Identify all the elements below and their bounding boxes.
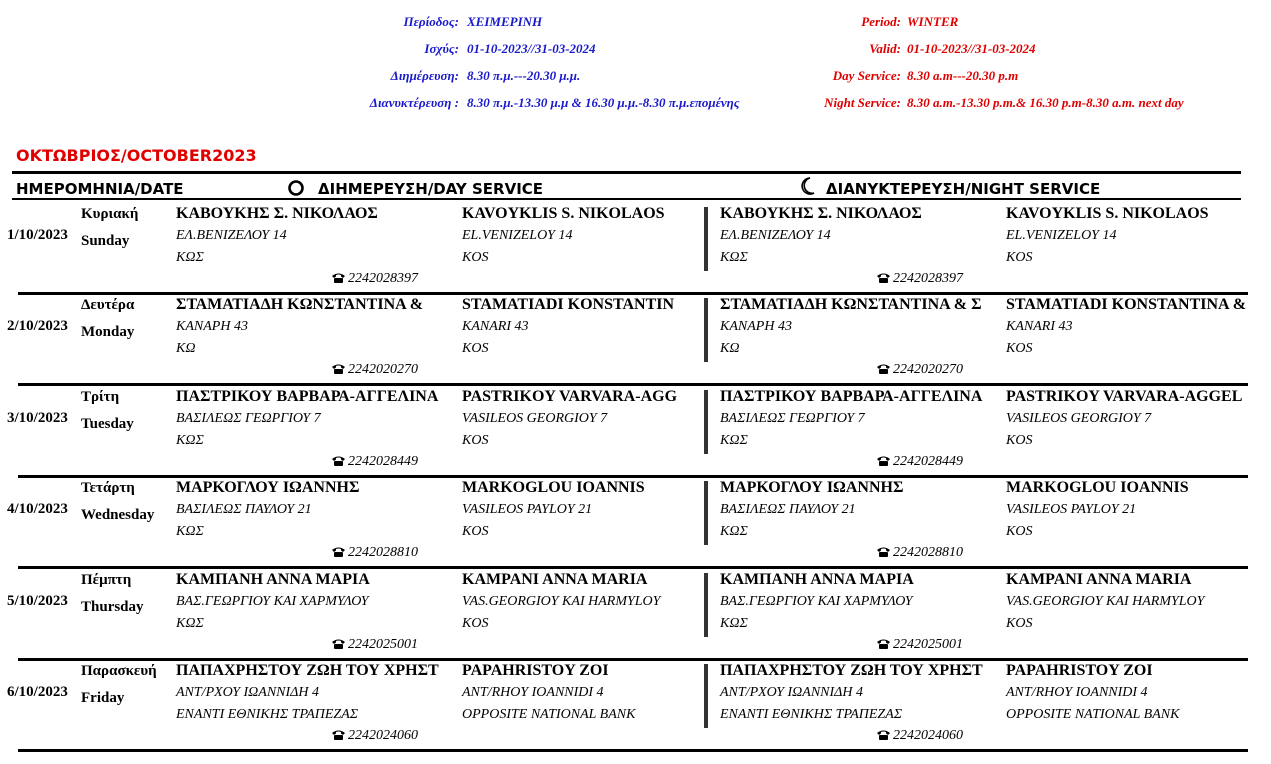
day-pharmacy-phone[interactable] — [331, 545, 418, 561]
day-pharmacy-address-gr: ΑΝΤ/ΡΧΟΥ ΙΩΑΝΝΙΔΗ 4 — [176, 685, 319, 700]
table-row — [0, 479, 1271, 570]
day-pharmacy-address-en: VAS.GEORGIOY KAI HARMYLOY — [462, 594, 661, 609]
day-pharmacy-city-en: OPPOSITE NATIONAL BANK — [462, 707, 636, 722]
night-pharmacy-city-en: OPPOSITE NATIONAL BANK — [1006, 707, 1180, 722]
weekday-english: Monday — [81, 324, 135, 340]
telephone-icon — [876, 638, 891, 649]
row-divider — [18, 383, 1248, 386]
weekday-greek: Τρίτη — [81, 389, 120, 405]
weekday-greek: Παρασκευή — [81, 663, 157, 679]
night-pharmacy-phone[interactable] — [876, 454, 963, 470]
day-pharmacy-phone-number: 2242025001 — [348, 637, 418, 652]
night-pharmacy-city-gr: ΕΝΑΝΤΙ ΕΘΝΙΚΗΣ ΤΡΑΠΕΖΑΣ — [720, 707, 903, 722]
day-pharmacy-name-en: KAVOYKLIS S. NIKOLAOS — [462, 205, 665, 222]
night-column-divider — [704, 664, 708, 728]
day-pharmacy-city-gr: ΚΩΣ — [176, 433, 204, 448]
valid-value-en: 01-10-2023//31-03-2024 — [907, 41, 1036, 56]
day-pharmacy-phone-number: 2242028449 — [348, 454, 418, 469]
telephone-icon — [331, 546, 346, 557]
valid-label-en: Valid: — [869, 41, 901, 56]
night-pharmacy-name-gr: ΣΤΑΜΑΤΙΑΔΗ ΚΩΝΣΤΑΝΤΙΝΑ & Σ — [720, 296, 982, 313]
day-pharmacy-address-en: VASILEOS PAYLOY 21 — [462, 502, 593, 517]
telephone-icon — [331, 363, 346, 374]
day-pharmacy-phone[interactable] — [331, 728, 418, 744]
row-divider — [18, 292, 1248, 295]
day-pharmacy-name-gr: ΠΑΣΤΡΙΚΟΥ ΒΑΡΒΑΡΑ-ΑΓΓΕΛΙΝΑ — [176, 388, 439, 405]
day-service-label-en: Day Service: — [832, 68, 901, 83]
night-pharmacy-phone-number: 2242024060 — [893, 728, 963, 743]
night-pharmacy-phone-number: 2242028397 — [893, 271, 963, 286]
night-service-value-gr: 8.30 π.μ.-13.30 μ.μ & 16.30 μ.μ.-8.30 π.μ.επομένης — [467, 95, 740, 110]
telephone-icon — [876, 729, 891, 740]
day-pharmacy-address-gr: ΒΑΣ.ΓΕΩΡΓΙΟΥ ΚΑΙ ΧΑΡΜΥΛΟΥ — [176, 594, 369, 609]
weekday-greek: Κυριακή — [81, 206, 139, 222]
night-pharmacy-name-gr: ΜΑΡΚΟΓΛΟΥ ΙΩΑΝΝΗΣ — [720, 479, 904, 496]
night-pharmacy-name-gr: ΚΑΜΠΑΝΗ ΑΝΝΑ ΜΑΡΙΑ — [720, 571, 914, 588]
day-pharmacy-name-en: KAMPANI ANNA MARIA — [462, 571, 648, 588]
month-title: ΟΚΤΩΒΡΙΟΣ/OCTOBER2023 — [16, 146, 257, 165]
night-pharmacy-phone[interactable] — [876, 637, 963, 653]
day-pharmacy-city-en: KOS — [462, 433, 489, 448]
night-pharmacy-name-gr: ΠΑΠΑΧΡΗΣΤΟΥ ΖΩΗ ΤΟΥ ΧΡΗΣΤ — [720, 662, 983, 679]
night-pharmacy-address-en: VASILEOS GEORGIOY 7 — [1006, 411, 1152, 426]
night-service-label-en: Night Service: — [824, 95, 901, 110]
period-value-gr: ΧΕΙΜΕΡΙΝΗ — [467, 14, 543, 29]
day-pharmacy-city-gr: ΚΩΣ — [176, 250, 204, 265]
night-pharmacy-name-gr: ΚΑΒΟΥΚΗΣ Σ. ΝΙΚΟΛΑΟΣ — [720, 205, 922, 222]
column-header-day-service: ΔΙΗΜΕΡΕΥΣΗ/DAY SERVICE — [318, 180, 544, 198]
column-header-rule — [12, 198, 1241, 200]
day-pharmacy-address-en: KANARI 43 — [462, 319, 529, 334]
day-pharmacy-phone[interactable] — [331, 362, 418, 378]
day-pharmacy-city-en: KOS — [462, 616, 489, 631]
night-pharmacy-name-gr: ΠΑΣΤΡΙΚΟΥ ΒΑΡΒΑΡΑ-ΑΓΓΕΛΙΝΑ — [720, 388, 983, 405]
night-pharmacy-city-en: KOS — [1006, 524, 1033, 539]
date-cell: 1/10/2023 — [7, 227, 68, 243]
day-pharmacy-address-en: ANT/RHOY IOANNIDI 4 — [462, 685, 604, 700]
day-pharmacy-phone-number: 2242024060 — [348, 728, 418, 743]
day-pharmacy-phone-number: 2242028397 — [348, 271, 418, 286]
day-service-label-gr: Διημέρευση: — [390, 68, 459, 83]
night-pharmacy-city-en: KOS — [1006, 433, 1033, 448]
night-pharmacy-address-en: VAS.GEORGIOY KAI HARMYLOY — [1006, 594, 1205, 609]
day-pharmacy-name-en: STAMATIADI KONSTANTIN — [462, 296, 675, 313]
day-pharmacy-phone[interactable] — [331, 271, 418, 287]
day-pharmacy-city-gr: ΕΝΑΝΤΙ ΕΘΝΙΚΗΣ ΤΡΑΠΕΖΑΣ — [176, 707, 359, 722]
day-pharmacy-phone[interactable] — [331, 454, 418, 470]
day-pharmacy-name-gr: ΠΑΠΑΧΡΗΣΤΟΥ ΖΩΗ ΤΟΥ ΧΡΗΣΤ — [176, 662, 439, 679]
day-pharmacy-address-gr: ΒΑΣΙΛΕΩΣ ΠΑΥΛΟΥ 21 — [176, 502, 312, 517]
telephone-icon — [331, 729, 346, 740]
night-pharmacy-phone[interactable] — [876, 728, 963, 744]
date-cell: 3/10/2023 — [7, 410, 68, 426]
moon-icon — [799, 176, 817, 196]
day-pharmacy-name-gr: ΣΤΑΜΑΤΙΑΔΗ ΚΩΝΣΤΑΝΤΙΝΑ & — [176, 296, 424, 313]
table-row — [0, 571, 1271, 662]
night-service-value-en: 8.30 a.m.-13.30 p.m.& 16.30 p.m-8.30 a.m. next day — [907, 95, 1184, 110]
column-header-date: ΗΜΕΡΟΜΗΝΙΑ/DATE — [16, 180, 184, 198]
night-pharmacy-phone[interactable] — [876, 362, 963, 378]
night-pharmacy-address-gr: ΒΑΣΙΛΕΩΣ ΓΕΩΡΓΙΟΥ 7 — [720, 411, 865, 426]
period-value-en: WINTER — [907, 14, 959, 29]
night-pharmacy-phone-number: 2242028810 — [893, 545, 963, 560]
column-header-night-service: ΔΙΑΝΥΚΤΕΡΕΥΣΗ/NIGHT SERVICE — [826, 180, 1101, 198]
day-pharmacy-phone-number: 2242028810 — [348, 545, 418, 560]
day-pharmacy-phone[interactable] — [331, 637, 418, 653]
night-pharmacy-address-gr: ΑΝΤ/ΡΧΟΥ ΙΩΑΝΝΙΔΗ 4 — [720, 685, 863, 700]
table-row — [0, 296, 1271, 387]
date-cell: 5/10/2023 — [7, 593, 68, 609]
night-pharmacy-name-en: PASTRIKOY VARVARA-AGGEL — [1006, 388, 1243, 405]
night-column-divider — [704, 390, 708, 454]
night-pharmacy-name-en: MARKOGLOU IOANNIS — [1006, 479, 1189, 496]
day-pharmacy-address-gr: ΚΑΝΑΡΗ 43 — [176, 319, 248, 334]
telephone-icon — [331, 638, 346, 649]
night-pharmacy-address-en: KANARI 43 — [1006, 319, 1073, 334]
telephone-icon — [331, 455, 346, 466]
day-service-value-en: 8.30 a.m---20.30 p.m — [907, 68, 1019, 83]
date-cell: 2/10/2023 — [7, 318, 68, 334]
night-pharmacy-phone[interactable] — [876, 271, 963, 287]
night-pharmacy-city-en: KOS — [1006, 250, 1033, 265]
night-column-divider — [704, 207, 708, 271]
row-divider — [18, 566, 1248, 569]
day-pharmacy-address-gr: ΒΑΣΙΛΕΩΣ ΓΕΩΡΓΙΟΥ 7 — [176, 411, 321, 426]
day-pharmacy-name-gr: ΚΑΒΟΥΚΗΣ Σ. ΝΙΚΟΛΑΟΣ — [176, 205, 378, 222]
telephone-icon — [876, 272, 891, 283]
night-pharmacy-name-en: KAMPANI ANNA MARIA — [1006, 571, 1192, 588]
night-column-divider — [704, 573, 708, 637]
telephone-icon — [876, 455, 891, 466]
period-label-gr: Περίοδος: — [403, 14, 459, 29]
day-pharmacy-city-gr: ΚΩ — [176, 341, 196, 356]
night-pharmacy-name-en: PAPAHRISTOY ZOI — [1006, 662, 1153, 679]
night-service-label-gr: Διανυκτέρευση : — [369, 95, 459, 110]
row-divider — [18, 749, 1248, 752]
day-pharmacy-address-en: VASILEOS GEORGIOY 7 — [462, 411, 608, 426]
table-row — [0, 388, 1271, 479]
day-pharmacy-name-en: PASTRIKOY VARVARA-AGG — [462, 388, 678, 405]
night-pharmacy-address-en: EL.VENIZELOY 14 — [1006, 228, 1117, 243]
night-pharmacy-address-en: ANT/RHOY IOANNIDI 4 — [1006, 685, 1148, 700]
day-pharmacy-name-gr: ΚΑΜΠΑΝΗ ΑΝΝΑ ΜΑΡΙΑ — [176, 571, 370, 588]
weekday-greek: Δευτέρα — [81, 297, 135, 313]
night-pharmacy-city-en: KOS — [1006, 616, 1033, 631]
night-pharmacy-city-gr: ΚΩΣ — [720, 524, 748, 539]
night-pharmacy-address-gr: ΚΑΝΑΡΗ 43 — [720, 319, 792, 334]
weekday-english: Tuesday — [81, 416, 134, 432]
weekday-english: Wednesday — [81, 507, 155, 523]
weekday-english: Friday — [81, 690, 125, 706]
night-pharmacy-name-en: STAMATIADI KONSTANTINA & — [1006, 296, 1247, 313]
day-pharmacy-city-gr: ΚΩΣ — [176, 524, 204, 539]
telephone-icon — [331, 272, 346, 283]
table-row — [0, 662, 1271, 753]
night-pharmacy-city-gr: ΚΩΣ — [720, 250, 748, 265]
night-pharmacy-phone-number: 2242025001 — [893, 637, 963, 652]
night-pharmacy-phone-number: 2242028449 — [893, 454, 963, 469]
day-pharmacy-city-en: KOS — [462, 341, 489, 356]
day-service-value-gr: 8.30 π.μ.---20.30 μ.μ. — [467, 68, 581, 83]
day-pharmacy-name-en: MARKOGLOU IOANNIS — [462, 479, 645, 496]
telephone-icon — [876, 546, 891, 557]
table-top-rule — [12, 171, 1241, 174]
weekday-greek: Πέμπτη — [81, 572, 132, 588]
day-pharmacy-city-en: KOS — [462, 524, 489, 539]
day-pharmacy-phone-number: 2242020270 — [348, 362, 418, 377]
day-pharmacy-city-en: KOS — [462, 250, 489, 265]
night-column-divider — [704, 298, 708, 362]
night-pharmacy-phone-number: 2242020270 — [893, 362, 963, 377]
table-row — [0, 205, 1271, 296]
day-pharmacy-city-gr: ΚΩΣ — [176, 616, 204, 631]
day-pharmacy-name-gr: ΜΑΡΚΟΓΛΟΥ ΙΩΑΝΝΗΣ — [176, 479, 360, 496]
date-cell: 4/10/2023 — [7, 501, 68, 517]
day-pharmacy-address-gr: ΕΛ.ΒΕΝΙΖΕΛΟΥ 14 — [176, 228, 287, 243]
night-pharmacy-city-en: KOS — [1006, 341, 1033, 356]
night-pharmacy-address-gr: ΒΑΣ.ΓΕΩΡΓΙΟΥ ΚΑΙ ΧΑΡΜΥΛΟΥ — [720, 594, 913, 609]
row-divider — [18, 475, 1248, 478]
valid-value-gr: 01-10-2023//31-03-2024 — [467, 41, 596, 56]
night-pharmacy-address-gr: ΒΑΣΙΛΕΩΣ ΠΑΥΛΟΥ 21 — [720, 502, 856, 517]
telephone-icon — [876, 363, 891, 374]
weekday-english: Sunday — [81, 233, 130, 249]
period-label-en: Period: — [861, 14, 901, 29]
valid-label-gr: Ισχύς: — [424, 41, 459, 56]
weekday-english: Thursday — [81, 599, 144, 615]
sun-icon — [287, 179, 305, 197]
night-pharmacy-address-en: VASILEOS PAYLOY 21 — [1006, 502, 1137, 517]
weekday-greek: Τετάρτη — [81, 480, 135, 496]
night-pharmacy-phone[interactable] — [876, 545, 963, 561]
night-column-divider — [704, 481, 708, 545]
night-pharmacy-city-gr: ΚΩ — [720, 341, 740, 356]
night-pharmacy-address-gr: ΕΛ.ΒΕΝΙΖΕΛΟΥ 14 — [720, 228, 831, 243]
night-pharmacy-city-gr: ΚΩΣ — [720, 433, 748, 448]
day-pharmacy-name-en: PAPAHRISTOY ZOI — [462, 662, 609, 679]
date-cell: 6/10/2023 — [7, 684, 68, 700]
day-pharmacy-address-en: EL.VENIZELOY 14 — [462, 228, 573, 243]
night-pharmacy-name-en: KAVOYKLIS S. NIKOLAOS — [1006, 205, 1209, 222]
night-pharmacy-city-gr: ΚΩΣ — [720, 616, 748, 631]
row-divider — [18, 658, 1248, 661]
